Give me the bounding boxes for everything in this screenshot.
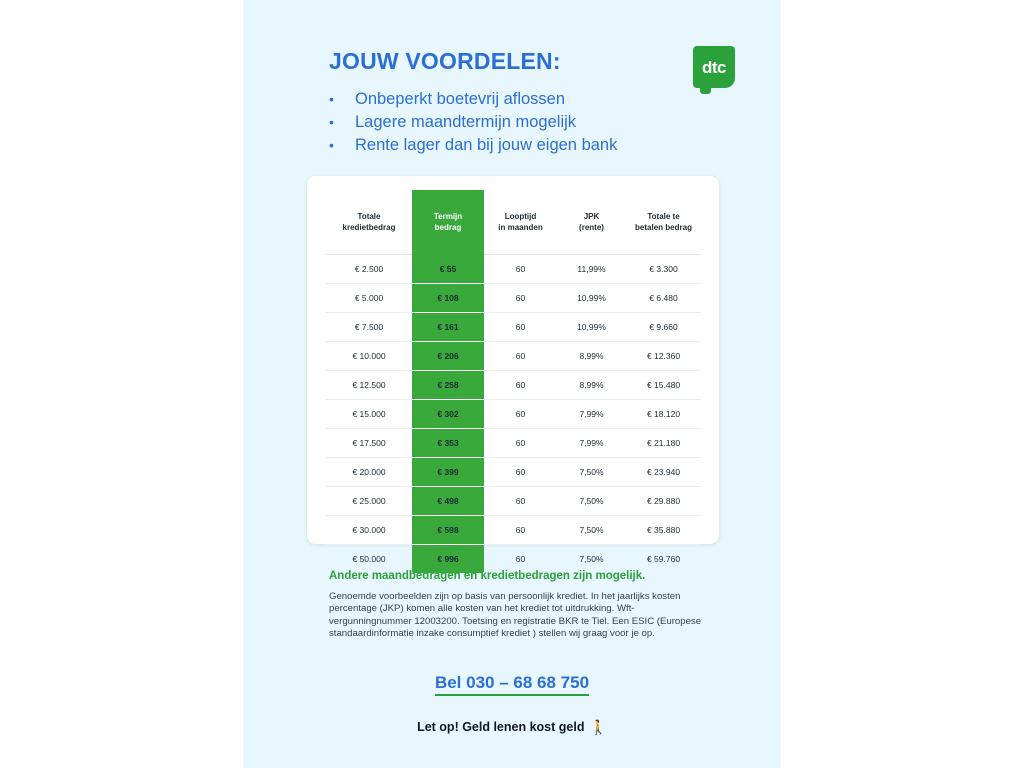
column-header-total-credit: [326, 190, 412, 255]
note-body: Genoemde voorbeelden zijn op basis van persoonlijk krediet. In het jaarlijks kosten percentage (JKP) komen alle kosten van het krediet tot uitdrukking. Wft-vergunningnummer 12003200. Toetsing en registratie BKR te Tiel. Een ESIC (Europese standaardinformatie inzake consumptief krediet ) stellen wij graag voor je op.: [329, 591, 702, 640]
benefits-list: [329, 88, 749, 157]
cell-total-payable: € 12.360: [626, 342, 701, 371]
cell-term-amount: € 258: [412, 371, 484, 400]
column-header-jkp: [557, 190, 626, 255]
rates-table: [326, 190, 701, 573]
logo-text: dtc: [702, 57, 726, 77]
bullet-icon: •: [329, 137, 334, 153]
cell-jkp: 7,50%: [557, 458, 626, 487]
cell-total-payable: € 21.180: [626, 429, 701, 458]
cell-duration: 60: [484, 371, 557, 400]
cell-term-amount: € 55: [412, 255, 484, 284]
cell-term-amount: € 161: [412, 313, 484, 342]
cell-term-amount: € 399: [412, 458, 484, 487]
header-line-1: Totale te: [647, 212, 680, 221]
cell-duration: 60: [484, 255, 557, 284]
table-row: [326, 487, 701, 516]
header-line-2: bedrag: [434, 223, 462, 233]
list-item: [329, 134, 749, 156]
cell-total-credit: € 7.500: [326, 313, 412, 342]
dtc-logo: [693, 46, 735, 88]
column-header-duration: [484, 190, 557, 255]
table-row: [326, 458, 701, 487]
column-header-total-payable: [626, 190, 701, 255]
table-row: [326, 545, 701, 574]
cell-duration: 60: [484, 342, 557, 371]
cell-jkp: 7,99%: [557, 429, 626, 458]
cell-term-amount: € 302: [412, 400, 484, 429]
cell-term-amount: € 353: [412, 429, 484, 458]
cell-duration: 60: [515, 554, 526, 564]
cell-duration: 60: [484, 400, 557, 429]
table-row: [326, 429, 701, 458]
cell-jkp: 7,50%: [557, 487, 626, 516]
cell-duration: 60: [484, 487, 557, 516]
header-line-1: Totale: [357, 212, 381, 221]
cell-total-credit: € 2.500: [326, 255, 412, 284]
cell-duration: 60: [484, 458, 557, 487]
list-item: [329, 111, 749, 133]
bullet-icon: •: [329, 91, 334, 107]
benefit-label: Lagere maandtermijn mogelijk: [355, 113, 577, 131]
rates-card: [307, 176, 719, 564]
cell-jkp: 8,99%: [557, 342, 626, 371]
cell-total-credit: € 5.000: [326, 284, 412, 313]
poster-panel: [243, 0, 781, 768]
cell-term-amount: € 996: [412, 545, 484, 574]
cell-jkp: 11,99%: [557, 255, 626, 284]
cell-duration: 60: [484, 429, 557, 458]
cell-term-amount: € 598: [412, 516, 484, 545]
cell-total-payable: € 29.880: [626, 487, 701, 516]
cell-total-payable: € 15.480: [626, 371, 701, 400]
walking-person-icon: 🚶: [589, 719, 607, 735]
cell-jkp: 7,50%: [579, 554, 604, 564]
legal-warning: [243, 719, 781, 736]
cell-jkp: 8,99%: [557, 371, 626, 400]
note-title: Andere maandbedragen en kredietbedragen zijn mogelijk.: [329, 570, 646, 582]
benefit-label: Rente lager dan bij jouw eigen bank: [355, 136, 618, 154]
cell-jkp: 10,99%: [557, 284, 626, 313]
table-row: [326, 255, 701, 284]
table-row: [326, 516, 701, 545]
header-line-2: in maanden: [498, 223, 543, 232]
cell-duration: 60: [484, 284, 557, 313]
table-header-row: [326, 190, 701, 255]
cell-duration: 60: [484, 516, 557, 545]
header-line-1: Looptijd: [504, 212, 537, 221]
cell-total-credit: € 12.500: [326, 371, 412, 400]
table-row: [326, 371, 701, 400]
cell-total-credit: € 17.500: [326, 429, 412, 458]
cell-total-credit: € 30.000: [326, 516, 412, 545]
table-row: [326, 400, 701, 429]
cell-jkp: 7,50%: [557, 516, 626, 545]
cell-jkp: 7,99%: [557, 400, 626, 429]
cell-total-payable: € 35.880: [626, 516, 701, 545]
cell-total-payable: € 3.300: [626, 255, 701, 284]
cell-total-credit: € 25.000: [326, 487, 412, 516]
phone-link[interactable]: Bel 030 – 68 68 750: [435, 673, 589, 696]
phone-block: [243, 673, 781, 693]
cell-term-amount: € 498: [412, 487, 484, 516]
cell-duration: 60: [484, 313, 557, 342]
header-line-2: (rente): [579, 223, 604, 232]
cell-term-amount: € 206: [412, 342, 484, 371]
cell-jkp: 10,99%: [557, 313, 626, 342]
cell-total-credit: € 15.000: [326, 400, 412, 429]
header-line-1: Termijn: [433, 212, 463, 222]
cell-total-payable: € 23.940: [626, 458, 701, 487]
bullet-icon: •: [329, 114, 334, 130]
column-header-term-amount: [412, 190, 484, 255]
table-row: [326, 342, 701, 371]
benefit-label: Onbeperkt boetevrij aflossen: [355, 90, 566, 108]
header-line-2: kredietbedrag: [342, 223, 396, 232]
cell-term-amount: € 108: [412, 284, 484, 313]
cell-total-payable: € 6.480: [626, 284, 701, 313]
cell-total-payable: € 18.120: [626, 400, 701, 429]
cell-total-payable: € 9.660: [626, 313, 701, 342]
list-item: [329, 88, 749, 110]
table-row: [326, 313, 701, 342]
cell-total-payable: € 59.760: [646, 554, 681, 564]
warning-text: Let op! Geld lenen kost geld: [417, 720, 585, 734]
table-row: [326, 284, 701, 313]
header-line-1: JPK: [583, 212, 600, 221]
cell-total-credit: € 20.000: [326, 458, 412, 487]
page-title: JOUW VOORDELEN:: [329, 48, 561, 74]
header-line-2: betalen bedrag: [635, 223, 692, 232]
cell-total-credit: € 10.000: [326, 342, 412, 371]
cell-total-credit: € 50.000: [352, 554, 386, 564]
